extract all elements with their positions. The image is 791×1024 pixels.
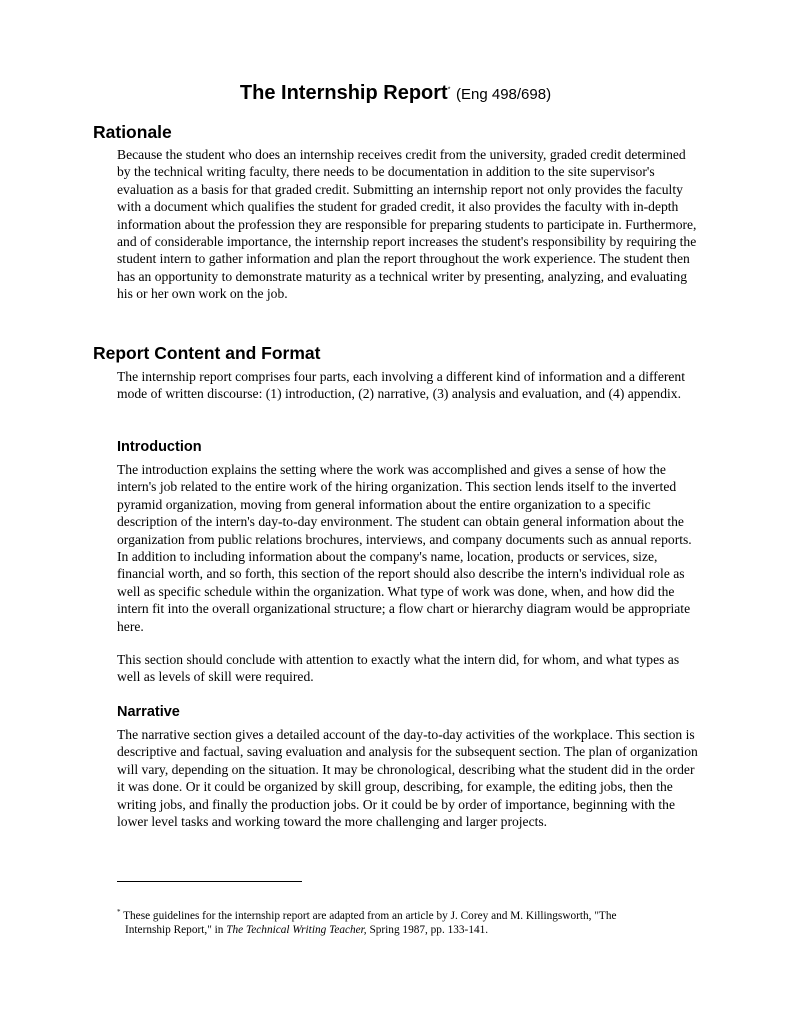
- footnote-marker-bottom: *: [117, 908, 121, 916]
- course-code: (Eng 498/698): [456, 86, 552, 103]
- introduction-paragraph-1: The introduction explains the setting where the work was accomplished and gives a sense of how the intern's job related to the entire work of the hiring organization. This section lends itself to the inverted pyramid organization, moving from general information about the entire organization to a specific description of the intern's day-to-day environment. The student can obtain general information about the organization from public relations brochures, interviews, and company documents such as annual reports. In addition to including information about the company's name, location, products or services, size, financial worth, and so forth, this section of the report should also describe the intern's individual role as well as specific schedule within the organization. What type of work was done, when, and how did the intern fit into the overall organizational structure; a flow chart or hierarchy diagram would be appropriate here.: [117, 462, 692, 634]
- footnote-cont-after: Spring 1987, pp. 133-141.: [366, 924, 489, 937]
- narrative-paragraph: The narrative section gives a detailed account of the day-to-day activities of the workplace. This section is descriptive and factual, saving evaluation and analysis for the subsequent section. The plan of organization will vary, depending on the situation. It may be chronological, describing what the student did in the order it was done. Or it could be organized by skill group, describing, for example, the editing jobs, then the writing jobs, and finally the production jobs. Or it could be by order of importance, beginning with the lower level tasks and working toward the more challenging and larger projects.: [117, 727, 698, 830]
- content-format-heading: Report Content and Format: [93, 343, 321, 363]
- footnote-lead: These guidelines for the internship report are adapted from an article by J. Corey and M. Killingsworth, "The: [123, 909, 617, 922]
- footnote-cont-before: Internship Report," in: [125, 924, 227, 937]
- introduction-paragraph-2: This section should conclude with attention to exactly what the intern did, for whom, and what types as well as levels of skill were required.: [117, 652, 680, 685]
- introduction-heading: Introduction: [117, 439, 202, 455]
- page-title: [0, 82, 791, 105]
- title-main: The Internship Report: [239, 82, 448, 104]
- footnote-marker: *: [447, 86, 451, 94]
- footnote-separator: [117, 881, 302, 882]
- rationale-paragraph: Because the student who does an internship receives credit from the university, graded credit determined by the technical writing faculty, there needs to be documentation in addition to the site supervisor's evaluation as a basis for that graded credit. Submitting an internship report not only provides the faculty with a document which qualifies the student for graded credit, it also provides the faculty with in-depth information about the profession they are responsible for preparing students to participate in. Furthermore, and of considerable importance, the internship report increases the student's responsibility by requiring the student intern to gather information and plan the report throughout the work experience. The student then has an opportunity to demonstrate maturity as a technical writer by presenting, analyzing, and evaluating his or her own work on the job.: [117, 147, 697, 302]
- content-format-paragraph: The internship report comprises four parts, each involving a different kind of information and a different mode of written discourse: (1) introduction, (2) narrative, (3) analysis and evaluation, and (4) appendix.: [117, 369, 685, 402]
- journal-title: The Technical Writing Teacher,: [226, 924, 367, 937]
- rationale-heading: Rationale: [93, 122, 172, 142]
- footnote: [117, 905, 677, 938]
- narrative-heading: Narrative: [117, 704, 180, 720]
